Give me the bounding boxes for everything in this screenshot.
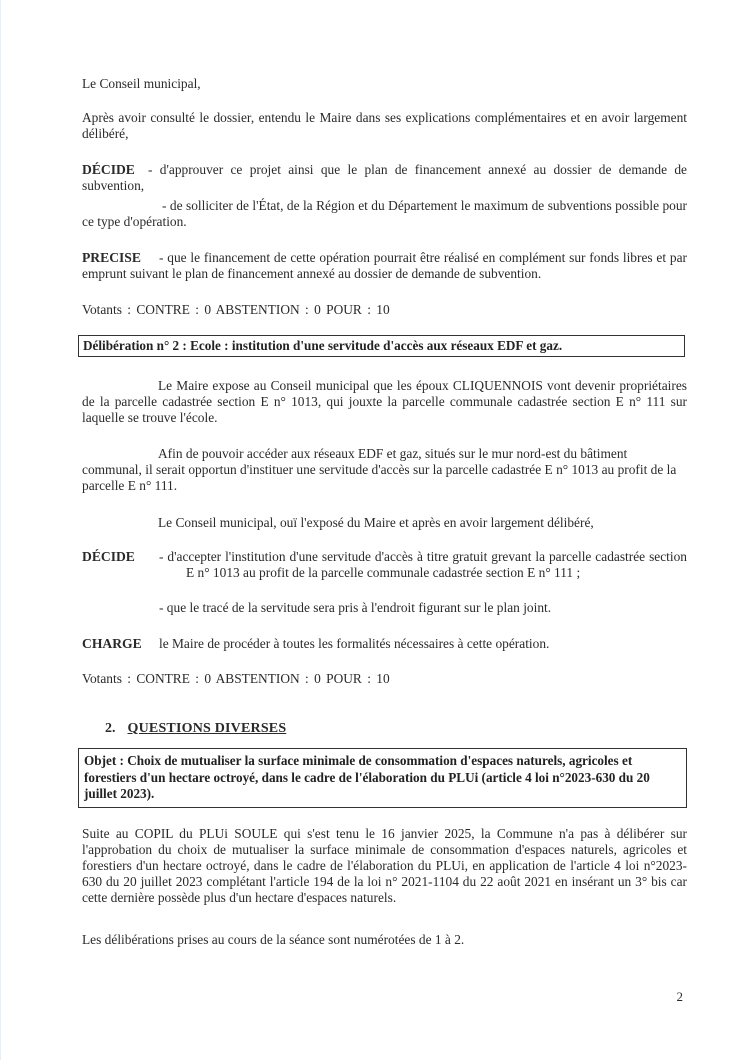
charge-text: le Maire de procéder à toutes les formalités nécessaires à cette opération.	[159, 636, 550, 651]
deliberation-2-title-box	[78, 335, 685, 357]
decide-2-line-1	[159, 549, 687, 581]
charge-keyword: CHARGE	[82, 636, 142, 651]
section-2-heading	[105, 720, 286, 737]
objet-text: Suite au COPIL du PLUi SOULE qui s'est tenu le 16 janvier 2025, la Commune n'a pas à délibérer sur l'approbation du choix de mutualiser la surface minimale de consommation d'espaces naturels, agricoles et forestiers d'un hectare octroyé, dans le cadre de l'élaboration du PLUi, en application de l'article 4 loi n°2023-630 du 20 juillet 2023 complétant l'article 194 de la loi n° 2021-1104 du 22 août 2021 en insérant un 3° bis car cette dernière possède plus d'un hectare d'espaces naturels.	[82, 826, 687, 905]
decide-2-line-1-text: - d'accepter l'institution d'une servitude d'accès à titre gratuit grevant la parcelle cadastrée section E n° 1013 au profit de la parcelle communale cadastrée section E n° 111 ;	[159, 549, 687, 580]
decide-2-line-2: - que le tracé de la servitude sera pris à l'endroit figurant sur le plan joint.	[159, 600, 552, 615]
votes-line-1: Votants : CONTRE : 0 ABSTENTION : 0 POUR : 10	[82, 302, 390, 317]
precise-text: - que le financement de cette opération pourrait être réalisé en complément sur fonds libres et par emprunt suivant le plan de financement annexé au dossier de demande de subvention.	[82, 250, 687, 281]
decide-keyword: DÉCIDE	[82, 162, 135, 177]
deliberation-2-title: Délibération n° 2 : Ecole : institution d'une servitude d'accès aux réseaux EDF et gaz.	[83, 338, 563, 353]
closing-text: Les délibérations prises au cours de la séance sont numérotées de 1 à 2.	[82, 932, 465, 947]
decide-2-keyword: DÉCIDE	[82, 549, 135, 564]
delib2-para-2: Afin de pouvoir accéder aux réseaux EDF et gaz, situés sur le mur nord-est du bâtiment communal, il serait opportun d'instituer une servitude d'accès sur la parcelle cadastrée E n° 1013 au profit de la parcelle E n° 111.	[82, 446, 677, 493]
delib2-para-1: Le Maire expose au Conseil municipal que les époux CLIQUENNOIS vont devenir propriétaires de la parcelle cadastrée section E n° 1013, qui jouxte la parcelle communale cadastrée section E n° 111 sur laquelle se trouve l'école.	[82, 378, 687, 425]
page-number: 2	[676, 989, 683, 1004]
decide-line-2: - de solliciter de l'État, de la Région et du Département le maximum de subventions possible pour ce type d'opération.	[82, 198, 687, 229]
objet-title: Objet : Choix de mutualiser la surface minimale de consommation d'espaces naturels, agricoles et forestiers d'un hectare octroyé, dans le cadre de l'élaboration du PLUi (article 4 loi n°2023-630 du 20 juillet 2023).	[84, 753, 650, 801]
decide-line-1: - d'approuver ce projet ainsi que le plan de financement annexé au dossier de demande de subvention,	[82, 162, 687, 193]
objet-title-box	[78, 748, 687, 808]
precise-keyword: PRECISE	[82, 250, 141, 265]
delib2-para-3: Le Conseil municipal, ouï l'exposé du Maire et après en avoir largement délibéré,	[158, 515, 594, 530]
votes-line-2: Votants : CONTRE : 0 ABSTENTION : 0 POUR : 10	[82, 671, 390, 686]
intro-text: Le Conseil municipal,	[82, 76, 201, 91]
section-2-number: 2.	[105, 721, 116, 736]
section-2-title: QUESTIONS DIVERSES	[127, 721, 287, 736]
apres-paragraph: Après avoir consulté le dossier, entendu le Maire dans ses explications complémentaires et en avoir largement délibéré,	[82, 110, 687, 141]
